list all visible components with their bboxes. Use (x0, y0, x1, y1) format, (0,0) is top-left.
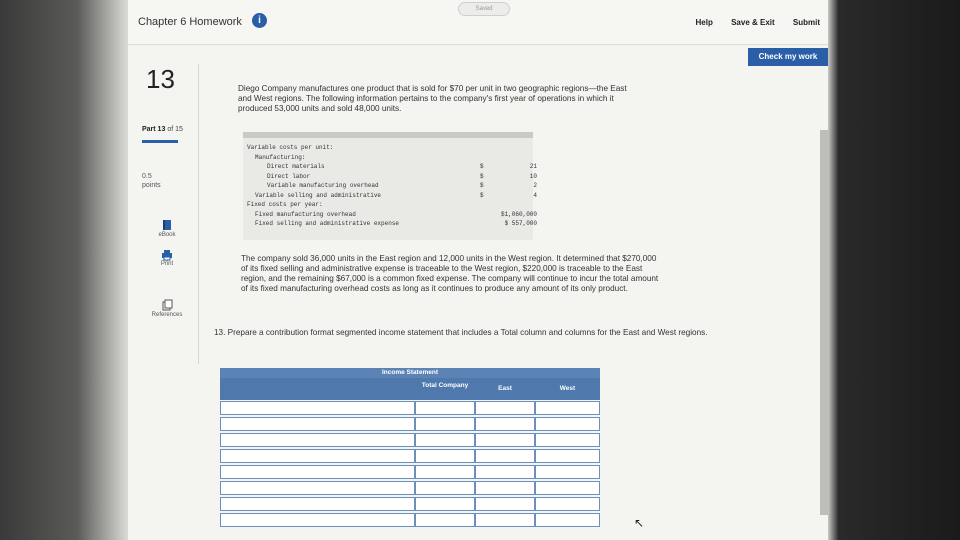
statement-input-total[interactable] (415, 465, 475, 479)
cost-row-value: $ 557,000 (504, 220, 537, 227)
statement-input-east[interactable] (475, 465, 535, 479)
statement-input-west[interactable] (535, 497, 600, 511)
question-details: The company sold 36,000 units in the East region and 12,000 units in the West region. It determined that $270,000 of its fixed selling and administrative expense is traceable to the West region, $220,000 is traceable to the East region, and the remaining $67,000 is a common fixed expense. The company will continue to incur the total amount of its fixed manufacturing overhead costs as long as it continues to produce any amount of its only product. (241, 254, 659, 293)
statement-input-east[interactable] (475, 417, 535, 431)
statement-input-east[interactable] (475, 401, 535, 415)
income-statement-row (220, 465, 600, 479)
statement-input-east[interactable] (475, 433, 535, 447)
statement-input-total[interactable] (415, 497, 475, 511)
mouse-cursor: ↖ (634, 516, 645, 530)
print-label[interactable]: Print (160, 261, 174, 267)
income-statement-row (220, 513, 600, 527)
statement-input-label[interactable] (220, 465, 415, 479)
statement-input-total[interactable] (415, 513, 475, 527)
cost-row-label: Variable selling and administrative (255, 191, 382, 199)
part-progress-bar (142, 140, 178, 143)
cost-row-label: Direct labor (267, 172, 311, 180)
statement-input-label[interactable] (220, 449, 415, 463)
statement-input-west[interactable] (535, 481, 600, 495)
statement-input-label[interactable] (220, 401, 415, 415)
income-statement-row (220, 497, 600, 511)
statement-input-label[interactable] (220, 433, 415, 447)
ebook-icon[interactable] (161, 218, 173, 230)
income-statement-row (220, 433, 600, 447)
income-statement-row (220, 449, 600, 463)
statement-input-east[interactable] (475, 497, 535, 511)
statement-input-total[interactable] (415, 481, 475, 495)
column-header-east: East (475, 378, 535, 400)
info-icon[interactable]: i (252, 13, 267, 28)
sidebar-divider (198, 64, 199, 364)
references-label[interactable]: References (151, 312, 183, 318)
statement-input-label[interactable] (220, 417, 415, 431)
cost-row-value: 10 (529, 172, 537, 180)
statement-input-west[interactable] (535, 465, 600, 479)
cost-row-label: Direct materials (267, 163, 325, 170)
scrollbar[interactable] (820, 130, 828, 515)
statement-input-west[interactable] (535, 401, 600, 415)
monitor-bezel-left (0, 0, 128, 540)
income-statement (220, 368, 600, 392)
cost-row-value: 21 (529, 163, 537, 170)
cost-row-value: 2 (533, 182, 537, 189)
statement-input-east[interactable] (475, 481, 535, 495)
statement-input-west[interactable] (535, 417, 600, 431)
statement-input-total[interactable] (415, 433, 475, 447)
question-prompt: 13. Prepare a contribution format segmented income statement that includes a Total column and columns for the East and West regions. (214, 328, 708, 337)
assignment-title: Chapter 6 Homework (138, 16, 242, 28)
question-number: 13 (146, 64, 175, 94)
cost-row-label: Fixed manufacturing overhead (255, 210, 356, 218)
points-value: 0.5 (142, 173, 152, 180)
cost-row-label: Variable costs per unit: (247, 144, 334, 151)
statement-input-total[interactable] (415, 417, 475, 431)
statement-input-total[interactable] (415, 401, 475, 415)
ebook-label[interactable]: eBook (158, 232, 176, 238)
label-column-header (220, 378, 415, 400)
statement-input-total[interactable] (415, 449, 475, 463)
column-header-west: West (535, 378, 600, 400)
print-icon[interactable] (161, 248, 173, 260)
cost-row-label: Fixed selling and administrative expense (255, 220, 400, 227)
part-of: of 15 (167, 126, 183, 133)
browser-screen (128, 0, 828, 540)
statement-input-east[interactable] (475, 513, 535, 527)
references-icon[interactable] (161, 298, 173, 310)
part-label: Part 13 (142, 126, 166, 133)
monitor-bezel-right (828, 0, 960, 540)
cost-row-label: Variable manufacturing overhead (267, 182, 379, 189)
top-bar (128, 0, 828, 45)
help-link[interactable]: Help (695, 18, 713, 27)
statement-input-west[interactable] (535, 449, 600, 463)
cost-row-value: 4 (533, 191, 537, 199)
income-statement-title: Income Statement (220, 368, 600, 378)
cost-row-dollar: $ (480, 172, 484, 180)
question-intro: Diego Company manufactures one product that is sold for $70 per unit in two geographic regions—the East and West regions. The following information pertains to the company's first year of operations in which it produced 53,000 units and sold 48,000 units. (238, 84, 627, 113)
points-block (142, 172, 161, 190)
statement-input-label[interactable] (220, 481, 415, 495)
part-indicator (142, 126, 183, 133)
statement-input-label[interactable] (220, 497, 415, 511)
statement-input-east[interactable] (475, 449, 535, 463)
save-exit-link[interactable]: Save & Exit (731, 18, 775, 27)
cost-row-dollar: $ (480, 163, 484, 170)
submit-link[interactable]: Submit (792, 18, 820, 27)
income-statement-row (220, 481, 600, 495)
column-header-total: Total Company (415, 378, 475, 400)
income-statement-row (220, 401, 600, 415)
cost-data-table (243, 132, 537, 240)
check-my-work-button[interactable]: Check my work (748, 48, 828, 66)
cost-row-value: $1,060,000 (500, 210, 537, 218)
cost-row-dollar: $ (480, 191, 484, 199)
statement-input-label[interactable] (220, 513, 415, 527)
statement-input-west[interactable] (535, 513, 600, 527)
statement-input-west[interactable] (535, 433, 600, 447)
points-label: points (142, 182, 161, 189)
cost-row-label: Fixed costs per year: (247, 201, 323, 208)
cost-row-label: Manufacturing: (255, 153, 306, 161)
saved-status: Saved (458, 2, 510, 16)
cost-row-dollar: $ (480, 182, 484, 189)
income-statement-row (220, 417, 600, 431)
